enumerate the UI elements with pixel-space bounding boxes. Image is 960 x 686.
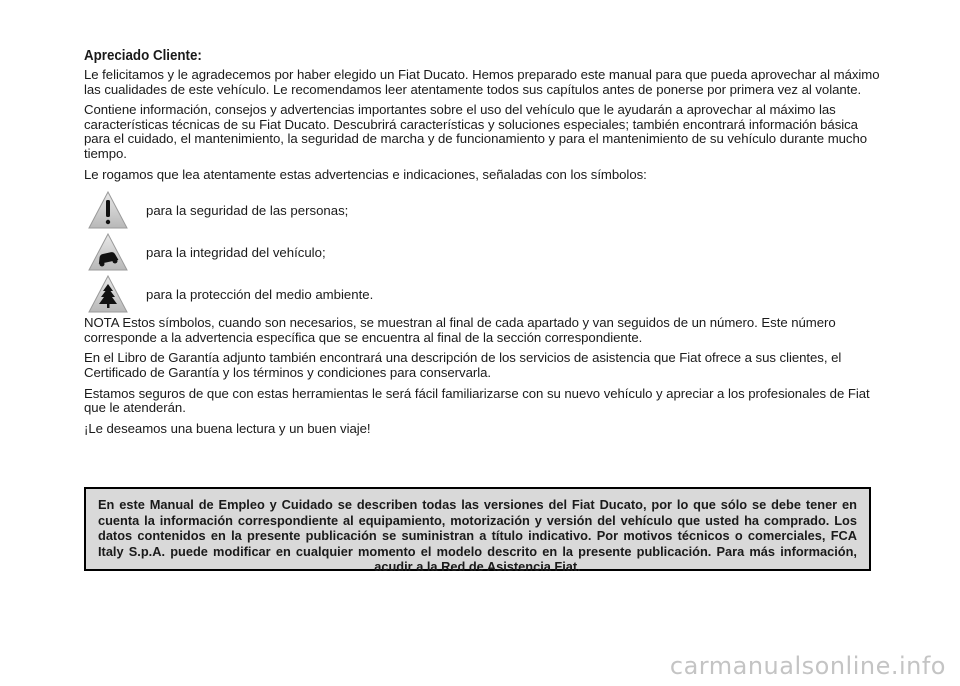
symbol-text-environment: para la protección del medio ambiente.	[146, 286, 374, 302]
warning-car-icon	[86, 232, 130, 272]
warranty-paragraph: En el Libro de Garantía adjunto también encontrará una descripción de los servicios de asistencia que Fiat ofrece a sus clientes, el Certificado de Garantía y los términos y condiciones para conservarla.	[84, 350, 842, 380]
note-paragraph: NOTA Estos símbolos, cuando son necesarios, se muestran al final de cada apartado y van seguidos de un número. Este número corresponde a la advertencia específica que se encuentra al final de la sección correspondiente.	[84, 315, 836, 345]
closing-paragraph: ¡Le deseamos una buena lectura y un buen viaje!	[84, 420, 371, 436]
watermark-text: carmanualsonline.info	[669, 652, 946, 680]
warning-tree-icon	[86, 274, 130, 314]
intro-paragraph-3: Le rogamos que lea atentamente estas advertencias e indicaciones, señaladas con los símbolos:	[84, 166, 647, 182]
symbol-row-environment	[84, 274, 884, 314]
warning-exclamation-icon	[86, 190, 130, 230]
intro-paragraph-1: Le felicitamos y le agradecemos por haber elegido un Fiat Ducato. Hemos preparado este manual para que pueda aprovechar al máximo las cualidades de este vehículo. Le recomendamos leer atentamente todos sus capítulos antes de ponerse por primera vez al volante.	[84, 67, 880, 97]
page-title: Apreciado Cliente:	[84, 48, 202, 64]
tools-paragraph: Estamos seguros de que con estas herramientas le será fácil familiarizarse con su nuevo vehículo y apreciar a los profesionales de Fiat que le atenderán.	[84, 385, 870, 416]
symbol-row-vehicle	[84, 232, 884, 272]
symbol-row-people	[84, 190, 884, 230]
symbol-text-people: para la seguridad de las personas;	[146, 202, 349, 218]
symbol-text-vehicle: para la integridad del vehículo;	[146, 244, 326, 260]
document-body	[84, 48, 884, 442]
disclaimer-box: En este Manual de Empleo y Cuidado se describen todas las versiones del Fiat Ducato, por lo que sólo se debe tener en cuenta la información correspondiente al equipamiento, motorización y versión del vehículo que usted ha comprado. Los datos contenidos en la presente publicación se suministran a título indicativo. Por motivos técnicos o comerciales, FCA Italy S.p.A. puede modificar en cualquier momento el modelo descrito en la presente publicación. Para más información, acudir a la Red de Asistencia Fiat.	[84, 487, 871, 571]
intro-paragraph-2: Contiene información, consejos y advertencias importantes sobre el uso del vehículo que le ayudarán a aprovechar al máximo las características técnicas de su Fiat Ducato. Descubrirá características y soluciones especiales; también encontrará información básica para el cuidado, el mantenimiento, la seguridad de marcha y de funcionamiento y para el mantenimiento de su vehículo durante mucho tiempo.	[84, 102, 868, 161]
